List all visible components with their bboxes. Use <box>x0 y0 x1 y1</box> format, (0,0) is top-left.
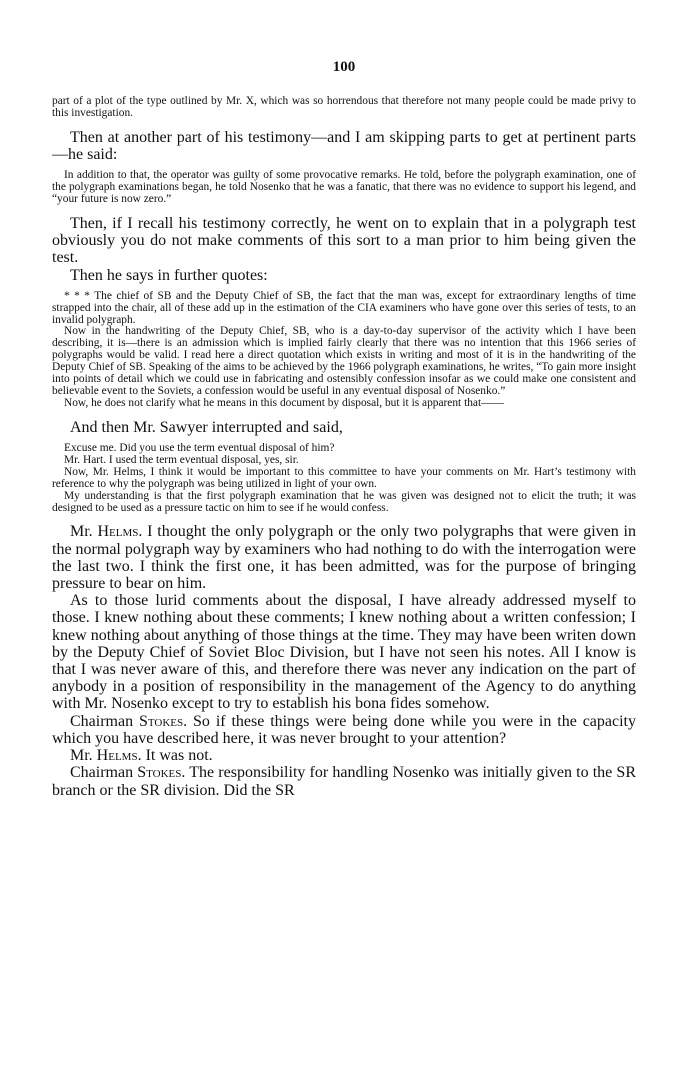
paragraph-text: It was not. <box>141 747 213 765</box>
paragraph-text: Now in the handwriting of the Deputy Chief, SB, who is a day-to-day supervisor of the activity which I have been describing, it is—there is an admission which is implied fairly clearly that there was no intention that this 1966 series of polygraphs would be valid. I read here a direct quotation which exists in writing and most of it is in the handwriting of the Deputy Chief of SB. Speaking of the aims to be achieved by the 1966 polygraph examinations, he writes, “To gain more insight into points of detail which we could use in fabricating and ostensibly confession insofar as we could make one consistent and believable event to the Soviets, a confession would be useful in any eventual disposal of Nosenko.” <box>52 325 636 397</box>
paragraph <box>52 419 636 436</box>
paragraph <box>52 764 636 798</box>
paragraph-text: * * * The chief of SB and the Deputy Chief of SB, the fact that the man was, except for extraordinary lengths of time strapped into the chair, all of these add up in the estimation of the CIA examiners who have gone over this series of tests, to an invalid polygraph. <box>52 289 636 326</box>
paragraph-text: Now, he does not clarify what he means in this document by disposal, but it is apparent that—— <box>64 396 504 409</box>
paragraph <box>52 592 636 712</box>
speaker-name: Mr. Helms. <box>70 747 142 765</box>
paragraph <box>52 326 636 397</box>
paragraph-text: I thought the only polygraph or the only two polygraphs that were given in the normal polygraph way by examiners who had nothing to do with the interrogation were the last two. I think the first one, it has been admitted, was for the purpose of bringing pressure to bear on him. <box>52 523 637 593</box>
paragraph <box>52 170 636 206</box>
speaker-name: Chairman Stokes. <box>70 764 186 782</box>
paragraph-text: In addition to that, the operator was guilty of some provocative remarks. He told, before the polygraph examination, one of the polygraph examinations began, he told Nosenko that he was a fanatic, that there was no evidence to support his legend, and “your future is now zero.” <box>52 169 636 206</box>
paragraph <box>52 398 636 410</box>
paragraph-text: Then at another part of his testimony—and I am skipping parts to get at pertinent parts—he said: <box>52 128 636 164</box>
paragraph <box>52 467 636 491</box>
speaker-name: Chairman Stokes. <box>70 712 188 730</box>
paragraph <box>52 523 636 592</box>
paragraph-text: Now, Mr. Helms, I think it would be important to this committee to have your comments on Mr. Hart’s testimony with reference to why the polygraph was being utilized in light of your own. <box>52 465 636 490</box>
paragraph <box>52 267 636 284</box>
paragraph <box>52 215 636 267</box>
document-page <box>52 58 636 799</box>
paragraph-text: Mr. Hart. I used the term eventual disposal, yes, sir. <box>64 453 299 466</box>
paragraph-text: Excuse me. Did you use the term eventual disposal of him? <box>64 442 335 455</box>
paragraph <box>52 96 636 120</box>
paragraph <box>52 491 636 515</box>
paragraph-text: Then he says in further quotes: <box>70 266 268 284</box>
speaker-name: Mr. Helms. <box>70 523 143 541</box>
paragraph-text: As to those lurid comments about the disposal, I have already addressed myself to those. I knew nothing about these comments; I knew nothing about a written confession; I knew nothing about anything of those things at the time. They may have been writen down by the Deputy Chief of Soviet Bloc Division, but I have not seen his notes. All I know is that I was never aware of this, and therefore there was never any indication on the part of anybody in a position of responsibility in the management of the Agency to do anything with Mr. Nosenko except to try to establish his bona fides somehow. <box>52 592 636 713</box>
paragraph-text: My understanding is that the first polygraph examination that he was given was designed not to elicit the truth; it was designed to be used as a pressure tactic on him to see if he would confess. <box>52 489 636 514</box>
paragraph-text: So if these things were being done while you were in the capacity which you have described here, it was never brought to your attention? <box>52 712 636 747</box>
paragraph-text: The responsibility for handling Nosenko was initially given to the SR branch or the SR division. Did the SR <box>52 764 637 799</box>
paragraph-text: And then Mr. Sawyer interrupted and said, <box>70 418 343 436</box>
body-text <box>52 96 636 799</box>
paragraph-text: Then, if I recall his testimony correctly, he went on to explain that in a polygraph test obviously you do not make comments of this sort to a man prior to him being given the test. <box>52 214 636 267</box>
paragraph <box>52 747 636 764</box>
paragraph <box>52 713 636 747</box>
paragraph <box>52 129 636 163</box>
paragraph <box>52 291 636 327</box>
paragraph-text: part of a plot of the type outlined by Mr. X, which was so horrendous that therefore not many people could be made privy to this investigation. <box>52 95 636 119</box>
page-number: 100 <box>332 59 356 75</box>
